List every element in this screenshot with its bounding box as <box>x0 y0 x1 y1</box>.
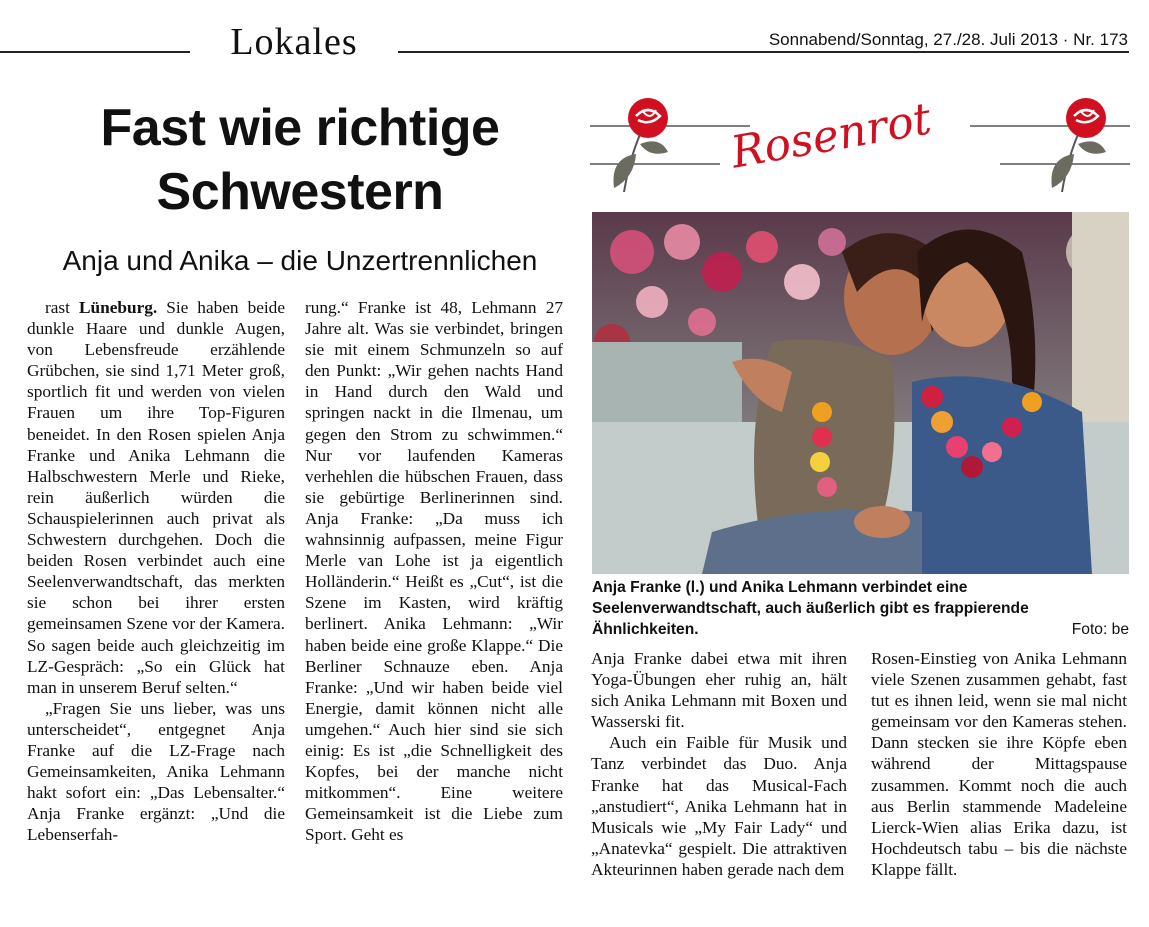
photo-two-actresses <box>592 212 1129 574</box>
rose-icon <box>1051 98 1106 192</box>
dateline-place: Lüneburg. <box>78 298 158 317</box>
photo-caption <box>592 577 1129 640</box>
paragraph: Rosen-Einstieg von Anika Lehmann viele Szenen zusammen gehabt, fast tut es ihnen leid, wenn sie mal nicht gemeinsam vor den Kameras stehen. Dann stecken sie ihre Köpfe eben während der Mittagspause zusammen. Kommt noch die auch aus Berlin stammende Madeleine Lierck-Wien alias Erika dazu, ist Hochdeutsch tabu – bis die nächste Klappe fällt. <box>871 649 1127 879</box>
headline <box>20 96 580 224</box>
paragraph: rung.“ Franke ist 48, Lehmann 27 Jahre alt. Was sie verbindet, bringen sie mit einem Schmunzeln so auf den Punkt: „Wir gehen nachts Hand in Hand durch den Wald und springen nackt in die Ilmenau, um gegen den Strom zu schwimmen.“ Nur vor laufenden Kameras verhehlen die hübschen Frauen, dass sie gebürtige Berlinerinnen sind. Anja Franke: „Da muss ich wahnsinnig aufpassen, meine Figur Merle van Lohe ist ja eigentlich Holländerin.“ Heißt es „Cut“, ist die Szene im Kasten, wird kräftig berlinert. Anika Lehmann: „Wir haben beide eine große Klappe.“ Die Berliner Schnauze eben. Anja Franke: „Und wir haben beide viel Energie, damit können nicht alle umgehen.“ Auch hier sind sie sich einig: Es ist „die Schnelligkeit des Kopfes, bei der manche nicht mitkommen“. Eine weitere Gemeinsamkeit ist die Liebe zum Sport. Geht es <box>305 298 563 845</box>
caption-text: Anja Franke (l.) und Anika Lehmann verbindet eine Seelenverwandtschaft, auch äußerlich gibt es frappierende Ähnlichkeiten. <box>592 579 1029 638</box>
subheadline: Anja und Anika – die Unzertrennlichen <box>62 245 538 276</box>
article-column-4 <box>871 648 1127 880</box>
dateline: Sonnabend/Sonntag, 27./28. Juli 2013 · Nr. 173 <box>768 30 1128 49</box>
photo-credit: Foto: be <box>1071 621 1129 638</box>
article-column-1 <box>27 297 285 845</box>
article-column-2 <box>305 297 563 845</box>
rose-icon <box>613 98 668 192</box>
header-rule-right <box>398 51 1129 53</box>
header-rule-left <box>0 51 190 53</box>
paragraph: Auch ein Faible für Musik und Tanz verbindet das Duo. Anja Franke hat das Musical-Fach „anstudiert“, Anika Lehmann hat in Musicals wie „My Fair Lady“ und „Anatevka“ gespielt. Die attraktiven Akteurinnen haben gerade nach dem <box>591 733 847 879</box>
headline-line-1: Fast wie richtige <box>100 99 500 157</box>
paragraph: rast Lüneburg. Sie haben beide dunkle Haare und dunkle Augen, von Lebensfreude erzählende Grübchen, sie sind 1,71 Meter groß, sportlich fit und werden von vielen Frauen um ihre Top-Figuren beneidet. In den Rosen spielen Anja Franke und Anika Lehmann die Halbschwestern Merle und Rieke, rein äußerlich würden die Schauspielerinnen auch privat als Schwestern durchgehen. Doch die beiden Rosen verbindet auch eine Seelenverwandtschaft, das merkten sie schon bei ihrer ersten gemeinsamen Szene vor der Kamera. So sagen beide auch gleichzeitig im LZ-Gespräch: „So ein Glück hat man in unserem Beruf selten.“ <box>27 298 285 697</box>
paragraph: Anja Franke dabei etwa mit ihren Yoga-Übungen eher ruhig an, hält sich Anika Lehmann mit Boxen und Wasserski fit. <box>591 649 847 732</box>
headline-line-2: Schwestern <box>156 163 444 221</box>
paragraph: „Fragen Sie uns lieber, was uns unterscheidet“, entgegnet Anja Franke auf die LZ-Frage nach Gemeinsamkeiten, Anika Lehmann hakt sofort ein: „Das Lebensalter.“ Anja Franke ergänzt: „Und die Lebenserfah- <box>27 698 285 845</box>
banner-title: Rosenrot <box>727 93 935 179</box>
article-column-3 <box>591 648 847 880</box>
section-title: Lokales <box>230 21 358 63</box>
